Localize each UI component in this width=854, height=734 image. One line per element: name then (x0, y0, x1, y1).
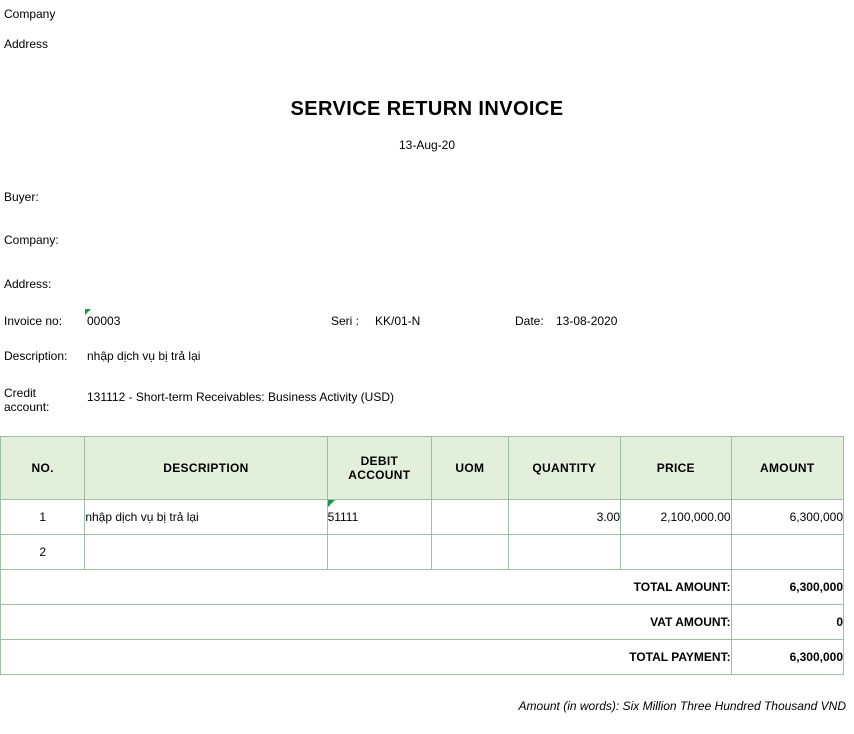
buyer-company-label: Company: (4, 233, 59, 247)
column-header-quantity: QUANTITY (508, 437, 620, 500)
company-address: Address (4, 37, 49, 51)
cell-debit-account[interactable] (327, 500, 432, 535)
total-payment-value: 6,300,000 (731, 640, 843, 675)
column-header-no: NO. (1, 437, 85, 500)
column-header-debit-line1: DEBIT (360, 454, 399, 468)
cell-price[interactable] (621, 535, 732, 570)
cell-uom[interactable] (432, 500, 508, 535)
credit-account-value[interactable]: 131112 - Short-term Receivables: Business Activity (USD) (87, 390, 395, 404)
description-value[interactable]: nhập dịch vụ bị trả lại (87, 349, 201, 363)
company-name: Company (4, 7, 56, 21)
cell-debit-account[interactable] (327, 535, 432, 570)
table-header-row (1, 437, 844, 500)
invoice-no-value[interactable]: 00003 (87, 314, 121, 328)
table-row[interactable] (1, 535, 844, 570)
cell-description[interactable]: nhập dịch vụ bị trả lại (85, 500, 327, 535)
column-header-uom: UOM (432, 437, 508, 500)
cell-price[interactable]: 2,100,000.00 (621, 500, 732, 535)
cell-description[interactable] (85, 535, 327, 570)
vat-amount-value: 0 (731, 605, 843, 640)
buyer-address-label: Address: (4, 277, 52, 291)
cell-uom[interactable] (432, 535, 508, 570)
total-amount-value: 6,300,000 (731, 570, 843, 605)
description-label: Description: (4, 349, 68, 363)
cell-debit-account-text: 51111 (327, 510, 359, 524)
credit-account-label-line2: account: (4, 400, 50, 414)
column-header-amount: AMOUNT (731, 437, 843, 500)
amount-in-words: Amount (in words): Six Million Three Hundred Thousand VND (518, 699, 846, 713)
cell-quantity[interactable]: 3.00 (508, 500, 620, 535)
cell-no: 2 (1, 535, 85, 570)
total-payment-row (1, 640, 844, 675)
invoice-items-table (0, 436, 844, 675)
column-header-debit-line2: ACCOUNT (348, 468, 411, 482)
column-header-debit-account (327, 437, 432, 500)
total-amount-row (1, 570, 844, 605)
invoice-no-label: Invoice no: (4, 314, 63, 328)
seri-value[interactable]: KK/01-N (375, 314, 421, 328)
total-payment-label: TOTAL PAYMENT: (1, 640, 732, 675)
invoice-date-label: Date: (515, 314, 544, 328)
invoice-date-value[interactable]: 13-08-2020 (556, 314, 618, 328)
column-header-description: DESCRIPTION (85, 437, 327, 500)
page-title: SERVICE RETURN INVOICE (290, 98, 564, 120)
seri-label: Seri : (331, 314, 360, 328)
total-amount-label: TOTAL AMOUNT: (1, 570, 732, 605)
buyer-label: Buyer: (4, 190, 39, 204)
document-date: 13-Aug-20 (398, 138, 456, 152)
cell-amount (731, 535, 843, 570)
credit-account-label-line1: Credit (4, 386, 37, 400)
cell-amount: 6,300,000 (731, 500, 843, 535)
cell-flag-icon (328, 500, 335, 507)
column-header-price: PRICE (621, 437, 732, 500)
cell-no: 1 (1, 500, 85, 535)
table-row[interactable] (1, 500, 844, 535)
cell-quantity[interactable] (508, 535, 620, 570)
vat-amount-label: VAT AMOUNT: (1, 605, 732, 640)
vat-amount-row (1, 605, 844, 640)
